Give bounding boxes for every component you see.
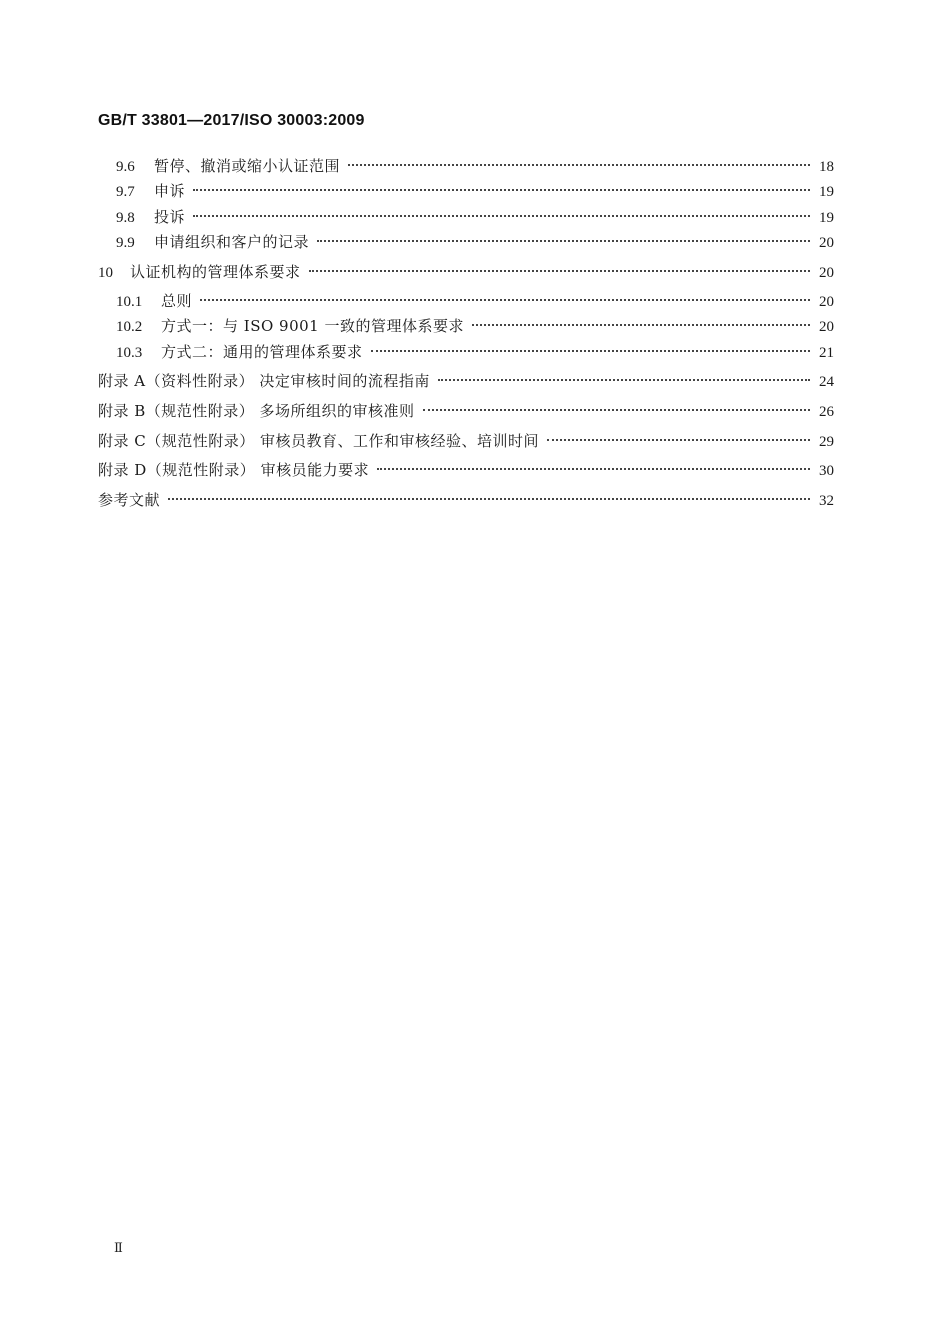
dot-leader — [348, 164, 810, 166]
dot-leader — [438, 379, 810, 381]
toc-entry-bibliography[interactable] — [98, 489, 834, 511]
toc-entry-10-2[interactable] — [116, 315, 834, 337]
toc-entry-10[interactable] — [98, 261, 834, 283]
toc-entry-title: 认证机构的管理体系要求 — [130, 263, 301, 281]
toc-entry-title: 附录 C（规范性附录） 审核员教育、工作和审核经验、培训时间 — [98, 432, 540, 450]
toc-entry-9-7[interactable] — [116, 180, 834, 202]
toc-entry-number: 9.6 — [116, 159, 135, 175]
toc-entry-title: 附录 B（规范性附录） 多场所组织的审核准则 — [98, 402, 415, 420]
toc-entry-10-1[interactable] — [116, 290, 834, 312]
toc-entry-page: 32 — [819, 493, 834, 509]
toc-entry-page: 20 — [819, 265, 834, 281]
toc-entry-number: 9.9 — [116, 235, 135, 251]
dot-leader — [371, 350, 810, 352]
toc-entry-title: 暂停、撤消或缩小认证范围 — [154, 157, 341, 175]
toc-entry-page: 20 — [819, 235, 834, 251]
toc-entry-number: 9.7 — [116, 184, 135, 200]
toc-entry-page: 19 — [819, 210, 834, 226]
toc-entry-title: 方式一：与 ISO 9001 一致的管理体系要求 — [161, 317, 464, 335]
toc-entry-title: 参考文献 — [98, 491, 161, 509]
toc-entry-page: 19 — [819, 184, 834, 200]
toc-entry-number: 10 — [98, 265, 113, 281]
dot-leader — [317, 240, 810, 242]
toc-entry-page: 20 — [819, 319, 834, 335]
toc-entry-title: 附录 A（资料性附录） 决定审核时间的流程指南 — [98, 372, 430, 390]
toc-entry-page: 18 — [819, 159, 834, 175]
toc-entry-page: 26 — [819, 404, 834, 420]
toc-entry-9-6[interactable] — [116, 155, 834, 177]
toc-entry-number: 9.8 — [116, 210, 135, 226]
dot-leader — [200, 299, 810, 301]
document-header-code: GB/T 33801—2017/ISO 30003:2009 — [98, 112, 365, 129]
toc-entry-page: 24 — [819, 374, 834, 390]
dot-leader — [193, 215, 810, 217]
toc-entry-9-9[interactable] — [116, 231, 834, 253]
toc-entry-number: 10.1 — [116, 294, 143, 310]
toc-entry-annex-d[interactable] — [98, 459, 834, 481]
toc-entry-annex-c[interactable] — [98, 430, 834, 452]
toc-entry-page: 20 — [819, 294, 834, 310]
toc-entry-title: 申诉 — [154, 182, 186, 200]
dot-leader — [168, 498, 810, 500]
dot-leader — [309, 270, 810, 272]
toc-entry-10-3[interactable] — [116, 341, 834, 363]
toc-entry-annex-a[interactable] — [98, 370, 834, 392]
toc-entry-title: 申请组织和客户的记录 — [154, 233, 310, 251]
dot-leader — [547, 439, 810, 441]
toc-entry-number: 10.2 — [116, 319, 143, 335]
dot-leader — [423, 409, 810, 411]
toc-entry-page: 29 — [819, 434, 834, 450]
dot-leader — [377, 468, 810, 470]
toc-entry-title: 附录 D（规范性附录） 审核员能力要求 — [98, 461, 370, 479]
page-number: Ⅱ — [114, 1240, 123, 1255]
toc-entry-title: 方式二：通用的管理体系要求 — [161, 343, 363, 361]
toc-entry-title: 总则 — [161, 292, 193, 310]
toc-entry-9-8[interactable] — [116, 206, 834, 228]
toc-entry-page: 21 — [819, 345, 834, 361]
toc-entry-annex-b[interactable] — [98, 400, 834, 422]
toc-entry-page: 30 — [819, 463, 834, 479]
dot-leader — [193, 189, 810, 191]
dot-leader — [472, 324, 810, 326]
toc-entry-title: 投诉 — [154, 208, 186, 226]
toc-entry-number: 10.3 — [116, 345, 143, 361]
